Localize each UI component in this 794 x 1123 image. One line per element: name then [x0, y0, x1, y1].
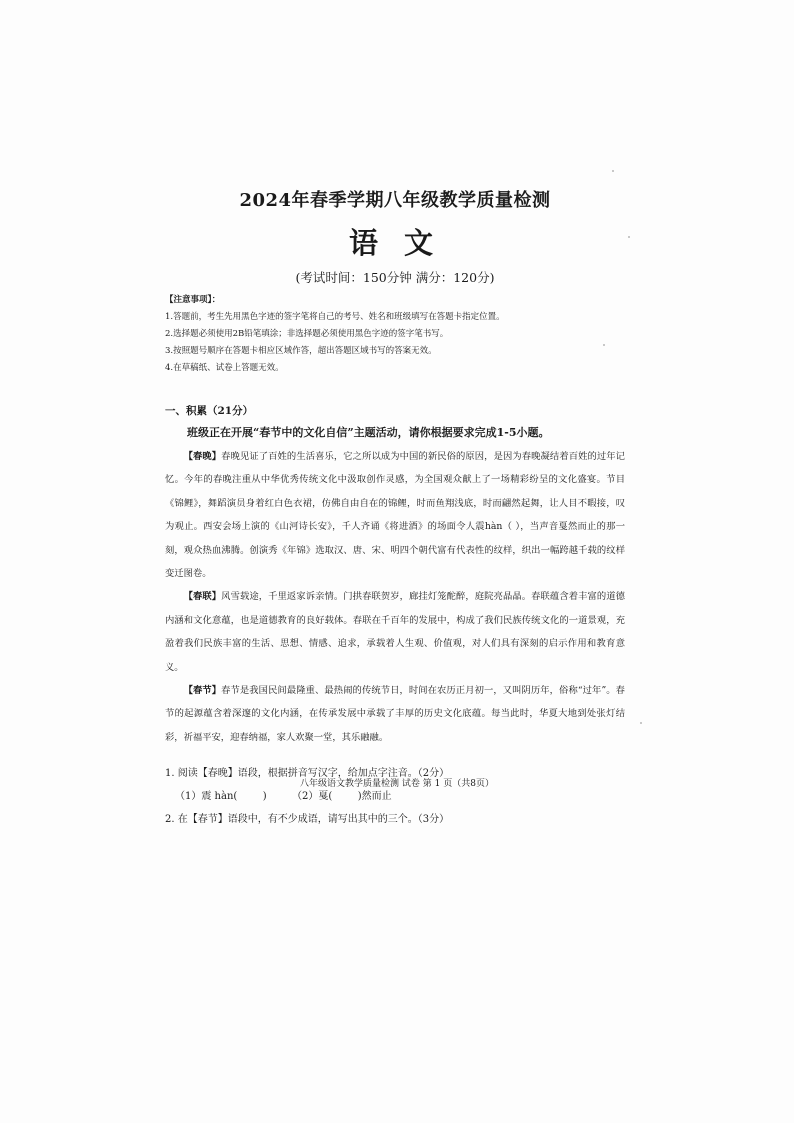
paragraph-label: 【春节】: [183, 685, 222, 697]
scan-speck: [640, 722, 642, 724]
notes-item: 1.答题前，考生先用黑色字迹的签字笔将自己的考号、姓名和班级填写在答题卡指定位置。: [165, 312, 505, 322]
paragraph-label: 【春晚】: [183, 451, 222, 462]
page-footer: 八年级语文教学质量检测 试卷 第 1 页（共8页）: [300, 779, 494, 789]
questions-block: [165, 762, 625, 831]
exam-info: (考试时间：150分钟 满分：120分): [295, 270, 495, 285]
notes-block: [165, 292, 625, 377]
paragraph-label: 【春联】: [183, 591, 222, 603]
paragraph-chunwan: [165, 445, 625, 585]
scan-speck: [612, 170, 614, 172]
paragraph-chunlian: [165, 585, 625, 679]
question-2: 2. 在【春节】语段中，有不少成语，请写出其中的三个。（3分）: [165, 814, 450, 826]
page-content: [165, 186, 625, 831]
section-intro: 班级正在开展“春节中的文化自信”主题活动，请你根据要求完成1-5小题。: [187, 426, 550, 439]
question-1-subitems: （1）震 hàn( ) （2）戛( )然而止: [175, 791, 392, 803]
notes-item: 3.按照题号顺序在答题卡相应区域作答，超出答题区域书写的答案无效。: [165, 346, 437, 356]
paragraph-text: 春晚见证了百姓的生活喜乐，它之所以成为中国的新民俗的原因，是因为春晚凝结着百姓的过年记忆。今年的春晚注重从中华优秀传统文化中汲取创作灵感，为全国观众献上了一场精彩纷呈的文化盛宴。节目《锦鲤》，舞蹈演员身着红白色衣裙，仿佛自由自在的锦鲤，时而鱼翔浅底，时而翩然起舞，让人目不暇接，叹为观止。西安会场上演的《山河诗长安》，千人齐诵《将进酒》的场面令人震hàn（ ），当声音戛然而止的那一刻，观众热血沸腾。创演秀《年锦》选取汉、唐、宋、明四个朝代富有代表性的纹样，织出一幅跨越千载的纹样变迁图卷。: [165, 451, 625, 580]
exam-title: 2024年春季学期八年级教学质量检测: [239, 190, 551, 211]
subject-title: 语 文: [348, 226, 442, 260]
notes-heading: 【注意事项】：: [165, 295, 221, 305]
paragraph-chunjie: [165, 679, 625, 749]
section-title: 一、积累（21分）: [165, 405, 254, 417]
notes-item: 2.选择题必须使用2B铅笔填涂；非选择题必须使用黑色字迹的签字笔书写。: [165, 329, 449, 339]
paragraph-text: 风雪载途，千里返家诉亲情。门拱春联贺岁，廊挂灯笼酡醉，庭院亮晶晶。春联蕴含着丰富的道德内涵和文化意蕴，也是道德教育的良好载体。春联在千百年的发展中，构成了我们民族传统文化的一道景观，充盈着我们民族丰富的生活、思想、情感、追求，承载着人生观、价值观，对人们具有深刻的启示作用和教育意义。: [165, 591, 625, 673]
notes-item: 4.在草稿纸、试卷上答题无效。: [165, 363, 284, 373]
paragraph-text: 春节是我国民间最隆重、最热闹的传统节日，时间在农历正月初一，又叫阴历年，俗称“过年”。春节的起源蕴含着深邃的文化内涵，在传承发展中承载了丰厚的历史文化底蕴。每当此时，华夏大地到处张灯结彩，祈福平安，迎春纳福，家人欢聚一堂，其乐融融。: [165, 685, 625, 743]
question-1: 1. 阅读【春晚】语段，根据拼音写汉字，给加点字注音。（2分）: [165, 768, 450, 780]
scan-speck: [628, 236, 630, 238]
